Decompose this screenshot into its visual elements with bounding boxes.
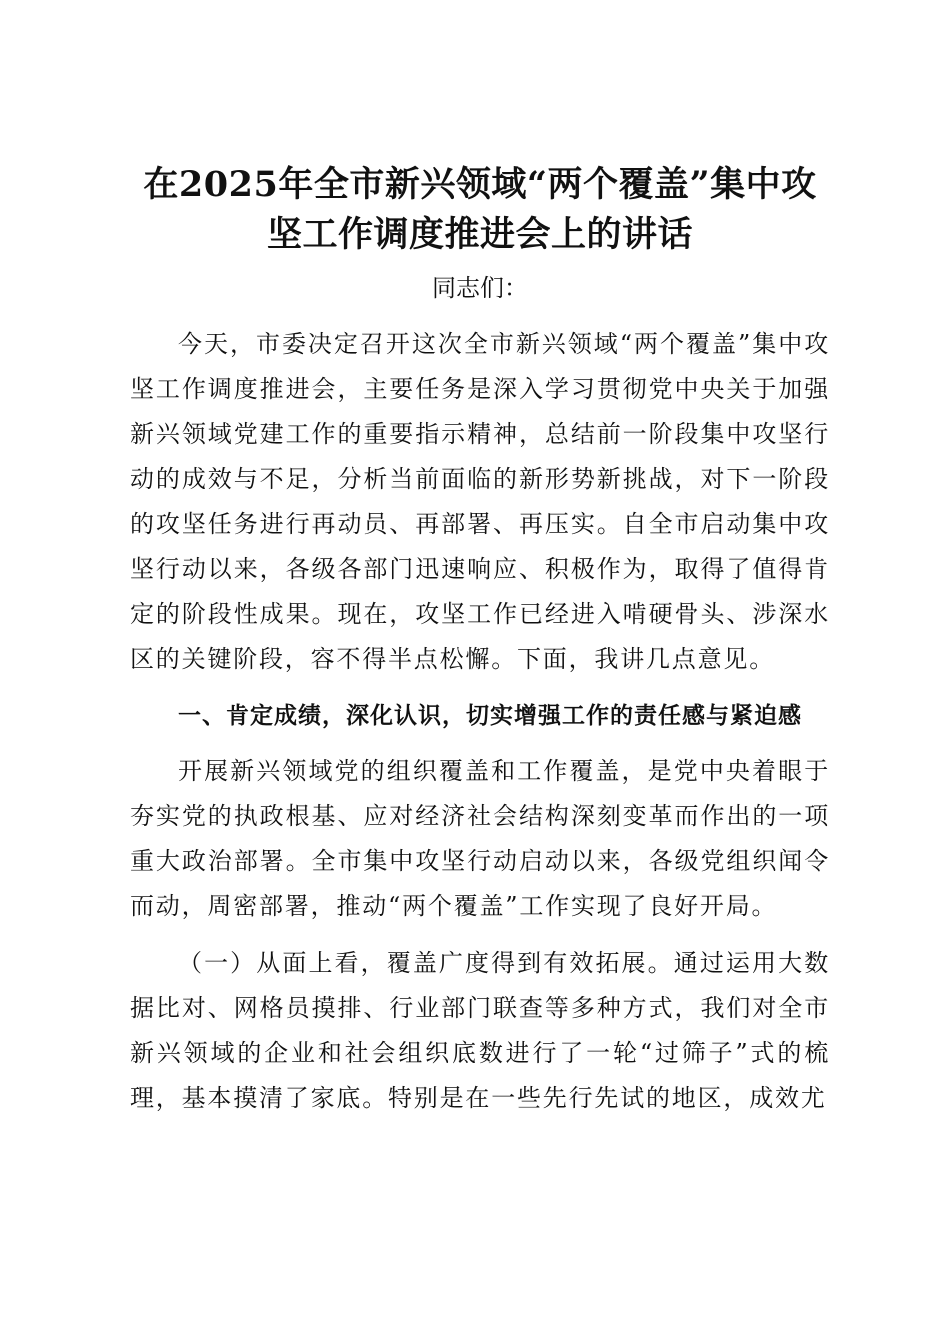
section-1-paragraph: 开展新兴领域党的组织覆盖和工作覆盖，是党中央着眼于夯实党的执政根基、应对经济社会结构深刻变革而作出的一项重大政治部署。全市集中攻坚行动启动以来，各级党组织闻令而动，周密部署，推动“两个覆盖”工作实现了良好开局。	[130, 757, 830, 920]
salutation: 同志们：	[432, 274, 528, 302]
section-heading-1: 一、肯定成绩，深化认识，切实增强工作的责任感与紧迫感	[178, 703, 802, 729]
document-title: 在2025年全市新兴领域“两个覆盖”集中攻坚工作调度推进会上的讲话	[143, 164, 817, 255]
document-page	[130, 160, 830, 1121]
subsection-lead: （一）从面上看，覆盖广度得到有效拓展。	[178, 949, 674, 977]
subsection-text: 通过运用大数据比对、网格员摸排、行业部门联查等多种方式，我们对全市新兴领域的企业和社会组织底数进行了一轮“过筛子”式的梳理，基本摸清了家底。特别是在一些先行先试的地区，成效尤	[130, 949, 830, 1112]
opening-paragraph: 今天，市委决定召开这次全市新兴领域“两个覆盖”集中攻坚工作调度推进会，主要任务是深入学习贯彻党中央关于加强新兴领域党建工作的重要指示精神，总结前一阶段集中攻坚行动的成效与不足，分析当前面临的新形势新挑战，对下一阶段的攻坚任务进行再动员、再部署、再压实。自全市启动集中攻坚行动以来，各级各部门迅速响应、积极作为，取得了值得肯定的阶段性成果。现在，攻坚工作已经进入啃硬骨头、涉深水区的关键阶段，容不得半点松懈。下面，我讲几点意见。	[130, 330, 830, 673]
section-1-subsection-1	[130, 941, 830, 1121]
